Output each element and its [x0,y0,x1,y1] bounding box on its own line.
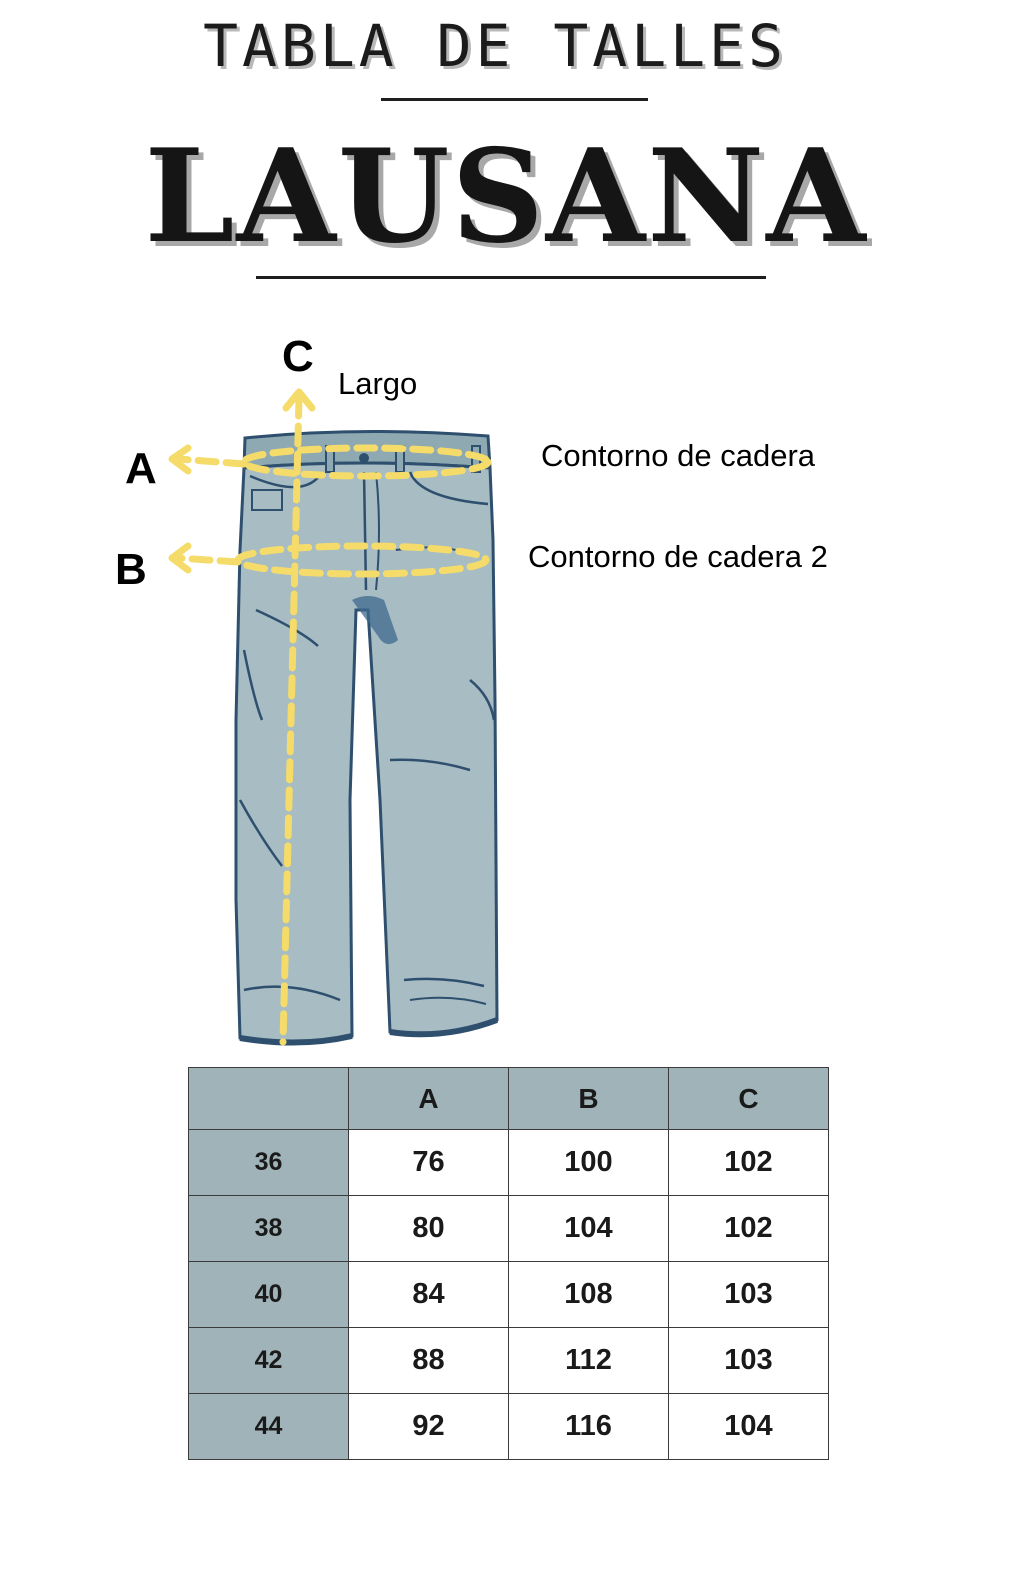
value-cell-a: 92 [349,1394,509,1460]
measure-a-label: Contorno de cadera [541,438,816,473]
jeans-measurement-diagram [0,300,1024,1060]
table-row [189,1196,829,1262]
value-cell-a: 76 [349,1130,509,1196]
size-cell: 36 [189,1130,349,1196]
size-table [188,1067,829,1460]
column-header-size [189,1068,349,1130]
value-cell-b: 108 [509,1262,669,1328]
value-cell-c: 102 [669,1196,829,1262]
value-cell-c: 103 [669,1262,829,1328]
size-cell: 44 [189,1394,349,1460]
value-cell-c: 103 [669,1328,829,1394]
column-header-c: C [669,1068,829,1130]
table-header-row [189,1068,829,1130]
divider-bottom [256,276,766,279]
measure-b-letter: B [115,545,147,594]
table-row [189,1130,829,1196]
value-cell-a: 88 [349,1328,509,1394]
value-cell-b: 100 [509,1130,669,1196]
value-cell-b: 104 [509,1196,669,1262]
table-row [189,1394,829,1460]
measure-c-letter: C [282,332,314,381]
measure-c-label: Largo [338,366,418,401]
table-row [189,1262,829,1328]
jeans-illustration [236,431,497,1042]
measure-a-letter: A [125,444,157,493]
column-header-b: B [509,1068,669,1130]
value-cell-b: 116 [509,1394,669,1460]
value-cell-a: 84 [349,1262,509,1328]
hip-guide-arrow-line [178,459,244,464]
value-cell-a: 80 [349,1196,509,1262]
table-row [189,1328,829,1394]
hip2-guide-arrow-line [178,558,238,562]
measure-b-label: Contorno de cadera 2 [528,539,828,574]
size-cell: 38 [189,1196,349,1262]
value-cell-c: 104 [669,1394,829,1460]
column-header-a: A [349,1068,509,1130]
divider-top [381,98,648,101]
product-title: LAUSANA [144,122,868,272]
chart-subtitle: TABLA DE TALLES [203,12,787,80]
size-cell: 42 [189,1328,349,1394]
size-cell: 40 [189,1262,349,1328]
value-cell-c: 102 [669,1130,829,1196]
value-cell-b: 112 [509,1328,669,1394]
